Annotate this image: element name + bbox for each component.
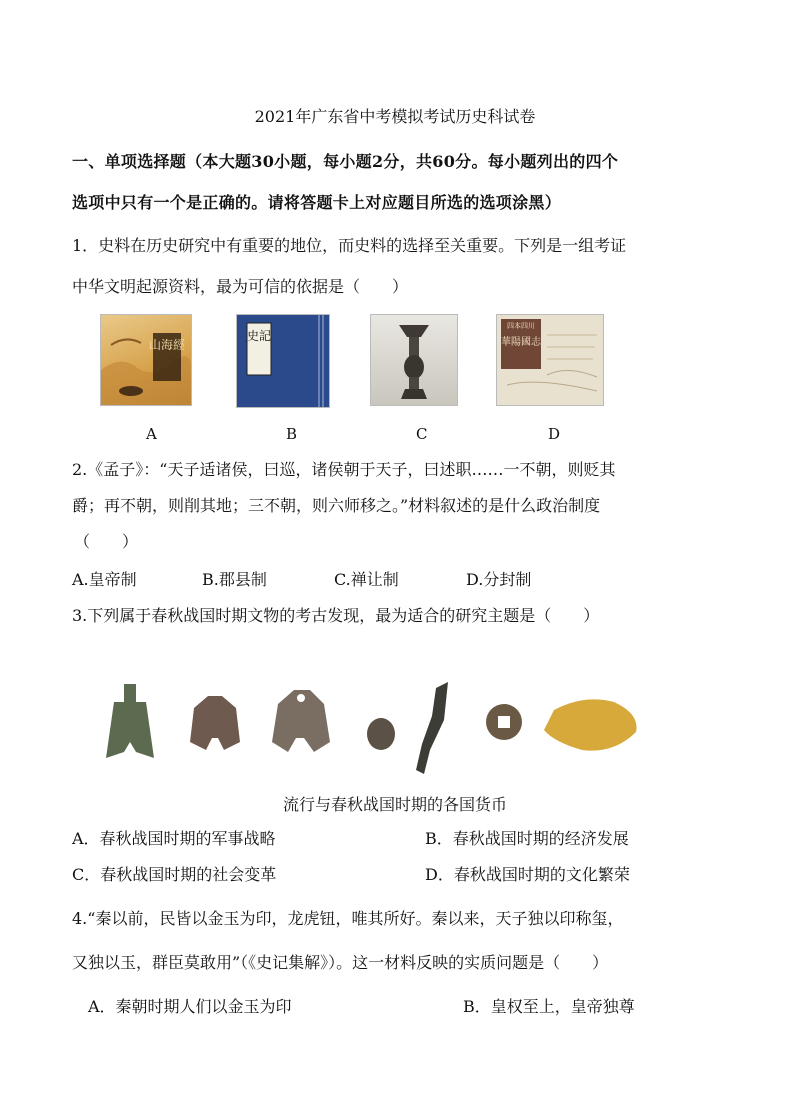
q4-stem-line2: 又独以玉，群臣莫敢用”（《史记集解》）。这一材料反映的实质问题是（ ）: [72, 953, 609, 972]
q2-option-c: C.禅让制: [334, 570, 399, 589]
q2-option-b: B.郡县制: [202, 570, 267, 589]
coins-caption: 流行与春秋战国时期的各国货币: [282, 795, 507, 814]
section-heading-line1: 一、单项选择题（本大题30小题，每小题2分，共60分。每小题列出的四个: [72, 152, 619, 171]
q3-option-b: B．春秋战国时期的经济发展: [425, 829, 629, 848]
q3-option-a: A．春秋战国时期的军事战略: [72, 829, 276, 848]
image-label-c: C: [416, 425, 428, 443]
q2-option-d: D.分封制: [466, 570, 532, 589]
page-title: 2021年广东省中考模拟考试历史科试卷: [254, 107, 536, 126]
q2-stem-line3: （ ）: [74, 532, 139, 551]
q2-option-a: A.皇帝制: [72, 570, 137, 589]
q2-stem-line1: 2.《孟子》：“天子适诸侯，曰巡，诸侯朝于天子，曰述职……一不朝，则贬其: [72, 460, 616, 479]
q4-option-a: A．秦朝时期人们以金玉为印: [88, 997, 292, 1016]
shiji-caption: 史記: [246, 329, 272, 343]
q4-stem-line1: 4.“秦以前，民皆以金玉为印，龙虎钮，唯其所好。秦以来，天子独以印称玺，: [72, 909, 624, 928]
huayangguozhi-image: [496, 314, 604, 406]
q3-stem: 3.下列属于春秋战国时期文物的考古发现，最为适合的研究主题是（ ）: [72, 606, 600, 625]
q3-option-d: D．春秋战国时期的文化繁荣: [425, 865, 630, 884]
q1-stem-line1: 1．史料在历史研究中有重要的地位，而史料的选择至关重要。下列是一组考证: [72, 236, 627, 255]
shiji-image: [236, 314, 330, 408]
shanhaijing-caption: 山海經: [148, 338, 186, 352]
q3-option-c: C．春秋战国时期的社会变革: [72, 865, 277, 884]
q1-stem-line2: 中华文明起源资料，最为可信的依据是（ ）: [72, 277, 409, 296]
huayangguozhi-caption: 華陽國志: [501, 337, 541, 348]
bronze-vessel-image: [370, 314, 458, 406]
image-label-b: B: [286, 425, 298, 443]
q2-stem-line2: 爵；再不朝，则削其地；三不朝，则六师移之。”材料叙述的是什么政治制度: [72, 496, 601, 515]
section-heading-line2: 选项中只有一个是正确的。请将答题卡上对应题目所选的选项涂黑）: [72, 193, 562, 212]
q4-option-b: B．皇权至上，皇帝独尊: [463, 997, 635, 1016]
image-label-d: D: [548, 425, 561, 443]
coins-image: [84, 680, 644, 780]
image-label-a: A: [146, 425, 157, 443]
shanhaijing-image: [100, 314, 192, 406]
huayangguozhi-sub: 四本四川: [507, 322, 535, 330]
